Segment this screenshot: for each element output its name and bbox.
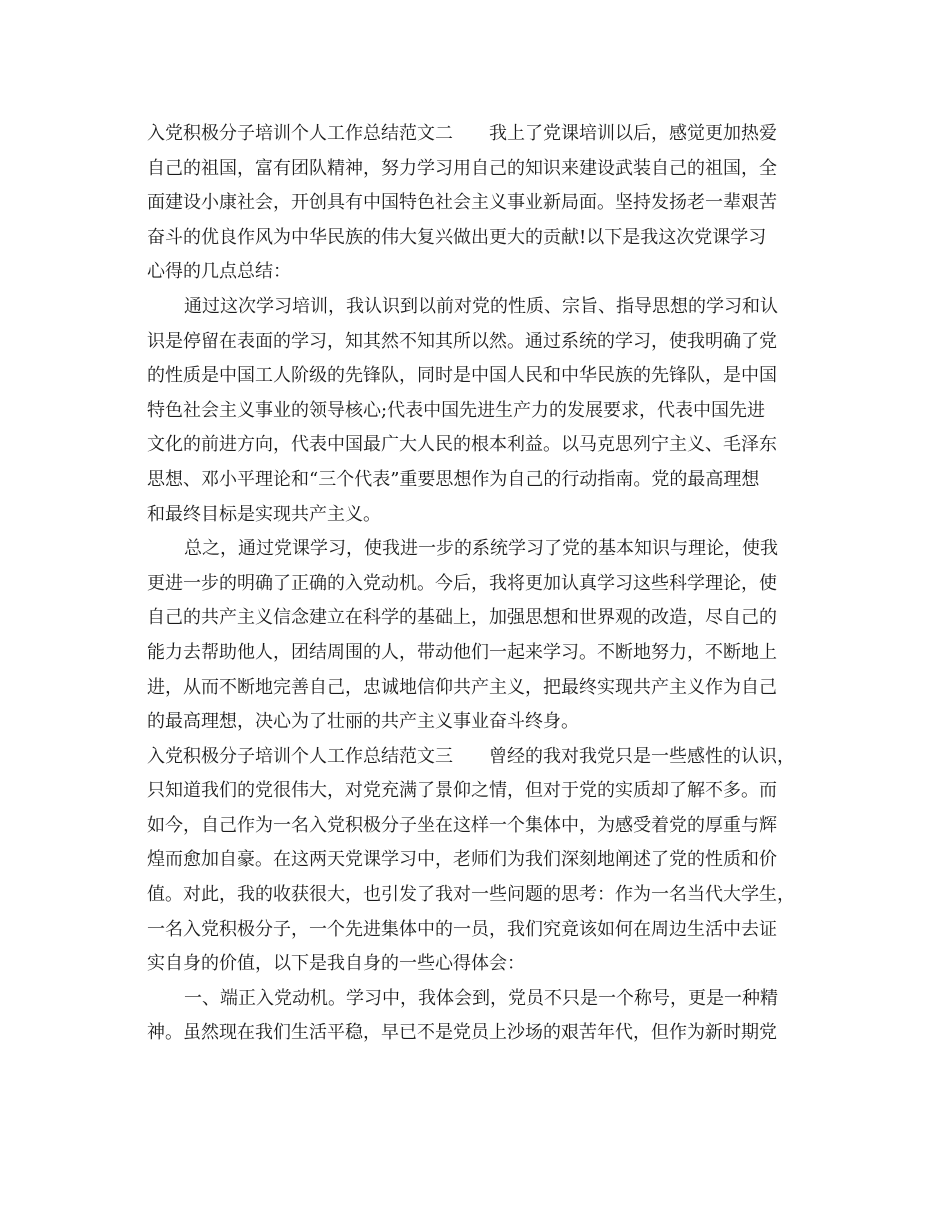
- text-line: 思想、邓小平理论和“三个代表”重要思想作为自己的行动指南。党的最高理想: [147, 468, 760, 490]
- text-line: 更进一步的明确了正确的入党动机。今后，我将更加认真学习这些科学理论，使: [147, 572, 777, 594]
- text-line-paragraph-start: 通过这次学习培训，我认识到以前对党的性质、宗旨、指导思想的学习和认: [184, 295, 778, 317]
- text-line: 的性质是中国工人阶级的先锋队，同时是中国人民和中华民族的先锋队，是中国: [147, 365, 777, 387]
- text-line-paragraph-start: 总之，通过党课学习，使我进一步的系统学习了党的基本知识与理论，使我: [184, 538, 778, 560]
- text-line: 进，从而不断地完善自己，忠诚地信仰共产主义，把最终实现共产主义作为自己: [147, 676, 777, 698]
- text-line: 文化的前进方向，代表中国最广大人民的根本利益。以马克思列宁主义、毛泽东: [147, 434, 777, 456]
- text-line: 奋斗的优良作风为中华民族的伟大复兴做出更大的贡献!以下是我这次党课学习: [147, 226, 767, 248]
- text-line: 实自身的价值，以下是我自身的一些心得体会：: [147, 953, 525, 975]
- text-line: 识是停留在表面的学习，知其然不知其所以然。通过系统的学习，使我明确了党: [147, 330, 777, 352]
- text-line: 和最终目标是实现共产主义。: [147, 503, 381, 525]
- text-line-heading-2: 入党积极分子培训个人工作总结范文二 我上了党课培训以后，感觉更加热爱: [147, 123, 777, 144]
- text-line: 特色社会主义事业的领导核心;代表中国先进生产力的发展要求，代表中国先进: [147, 399, 766, 421]
- text-line: 面建设小康社会，开创具有中国特色社会主义事业新局面。坚持发扬老一辈艰苦: [147, 192, 777, 214]
- text-line: 值。对此，我的收获很大，也引发了我对一些问题的思考：作为一名当代大学生，: [147, 884, 795, 906]
- text-line: 自己的祖国，富有团队精神，努力学习用自己的知识来建设武装自己的祖国，全: [147, 157, 777, 179]
- text-line-paragraph-start: 一、端正入党动机。学习中，我体会到，党员不只是一个称号，更是一种精: [184, 987, 778, 1009]
- text-line: 煌而愈加自豪。在这两天党课学习中，老师们为我们深刻地阐述了党的性质和价: [147, 849, 777, 871]
- text-line: 自己的共产主义信念建立在科学的基础上，加强思想和世界观的改造，尽自己的: [147, 607, 777, 629]
- text-line: 能力去帮助他人，团结周围的人，带动他们一起来学习。不断地努力，不断地上: [147, 641, 777, 663]
- text-line: 神。虽然现在我们生活平稳，早已不是党员上沙场的艰苦年代，但作为新时期党: [147, 1022, 777, 1044]
- text-line: 如今，自己作为一名入党积极分子坐在这样一个集体中，为感受着党的厚重与辉: [147, 814, 777, 836]
- text-line: 一名入党积极分子，一个先进集体中的一员，我们究竟该如何在周边生活中去证: [147, 918, 777, 940]
- text-line: 的最高理想，决心为了壮丽的共产主义事业奋斗终身。: [147, 711, 579, 733]
- text-line-heading-3: 入党积极分子培训个人工作总结范文三 曾经的我对我党只是一些感性的认识，: [147, 745, 795, 767]
- text-line: 只知道我们的党很伟大，对党充满了景仰之情，但对于党的实质却了解不多。而: [147, 780, 777, 802]
- text-line: 心得的几点总结：: [147, 261, 291, 283]
- document-body: [147, 117, 813, 1051]
